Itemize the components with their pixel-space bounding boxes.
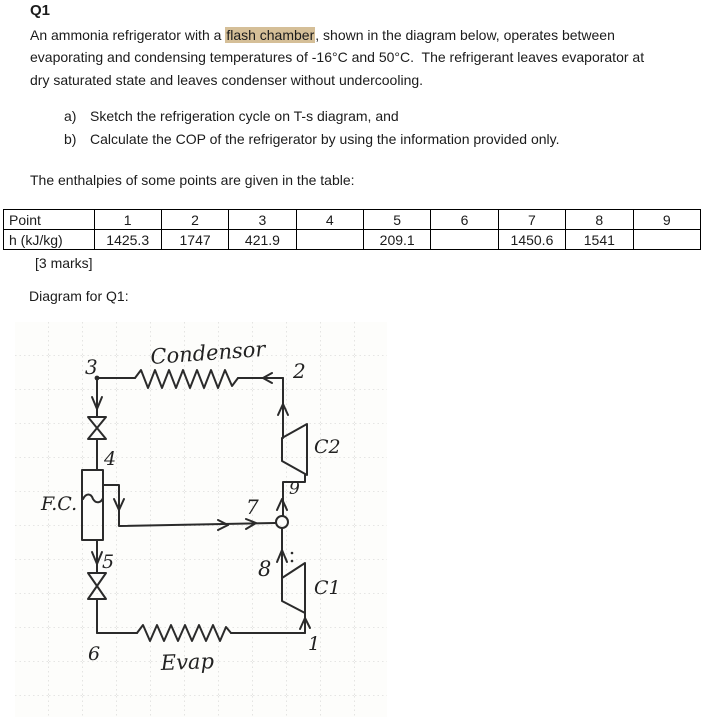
table-row-label: h (kJ/kg): [4, 230, 95, 250]
cycle-diagram: [15, 322, 387, 717]
table-header-cell: Point: [4, 210, 95, 230]
state-point-label-8: 8: [258, 557, 272, 581]
table-value-cell: 209.1: [364, 230, 431, 250]
diagram-caption: Diagram for Q1:: [29, 288, 129, 304]
compressor-c1-label: C1: [314, 577, 341, 599]
list-text-a: Sketch the refrigeration cycle on T-s diagram, and: [90, 108, 399, 124]
compressor-c2-label: C2: [314, 436, 341, 458]
table-header-cell: 6: [431, 210, 498, 230]
table-header-cell: 7: [498, 210, 565, 230]
question-text-line3: dry saturated state and leaves condenser without undercooling.: [30, 71, 424, 88]
table-header-cell: 1: [94, 210, 161, 230]
list-item-b: [64, 131, 560, 147]
table-value-cell: 1541: [566, 230, 633, 250]
state-point-label-6: 6: [88, 643, 101, 665]
table-value-cell: [296, 230, 363, 250]
state-point-label-2: 2: [293, 359, 306, 383]
question-text-line2: evaporating and condensing temperatures of -16°C and 50°C. The refrigerant leaves evaporator at: [30, 49, 645, 66]
state-point-label-7: 7: [246, 495, 259, 519]
table-value-cell: 421.9: [229, 230, 296, 250]
state-point-label-3: 3: [85, 355, 98, 379]
table-value-row: [4, 230, 701, 250]
state-point-label-1: 1: [308, 633, 321, 655]
table-header-row: [4, 210, 701, 230]
condenser-label: Condensor: [149, 337, 267, 369]
state-point-label-9: 9: [289, 479, 300, 499]
question-text-line1: [30, 24, 644, 46]
table-header-cell: 2: [161, 210, 228, 230]
evaporator-label: Evap: [160, 649, 215, 675]
table-header-cell: 9: [633, 210, 700, 230]
ink-dot: [291, 552, 294, 555]
table-value-cell: [431, 230, 498, 250]
list-text-b: Calculate the COP of the refrigerator by using the information provided only.: [90, 131, 560, 147]
text-segment: , shown in the diagram below, operates between: [315, 27, 615, 43]
table-header-cell: 3: [229, 210, 296, 230]
question-text: [30, 24, 644, 91]
text-segment: An ammonia refrigerator with a: [30, 27, 226, 43]
state-point-label-5: 5: [102, 551, 115, 573]
table-value-cell: 1425.3: [94, 230, 161, 250]
question-number: Q1: [30, 2, 51, 19]
marks-label: [3 marks]: [35, 255, 93, 271]
ink-dot: [291, 560, 294, 563]
highlighted-term: flash chamber: [226, 27, 315, 43]
list-item-a: [64, 108, 399, 124]
table-intro: The enthalpies of some points are given in the table:: [30, 172, 355, 188]
table-header-cell: 8: [566, 210, 633, 230]
table-value-cell: [633, 230, 700, 250]
flash-chamber-label: F.C.: [41, 493, 78, 515]
table-value-cell: 1450.6: [498, 230, 565, 250]
table-value-cell: 1747: [161, 230, 228, 250]
table-header-cell: 4: [296, 210, 363, 230]
table-header-cell: 5: [364, 210, 431, 230]
list-marker-a: a): [64, 108, 77, 124]
enthalpy-table: [3, 209, 701, 250]
list-marker-b: b): [64, 131, 77, 147]
state-point-label-4: 4: [104, 448, 117, 470]
